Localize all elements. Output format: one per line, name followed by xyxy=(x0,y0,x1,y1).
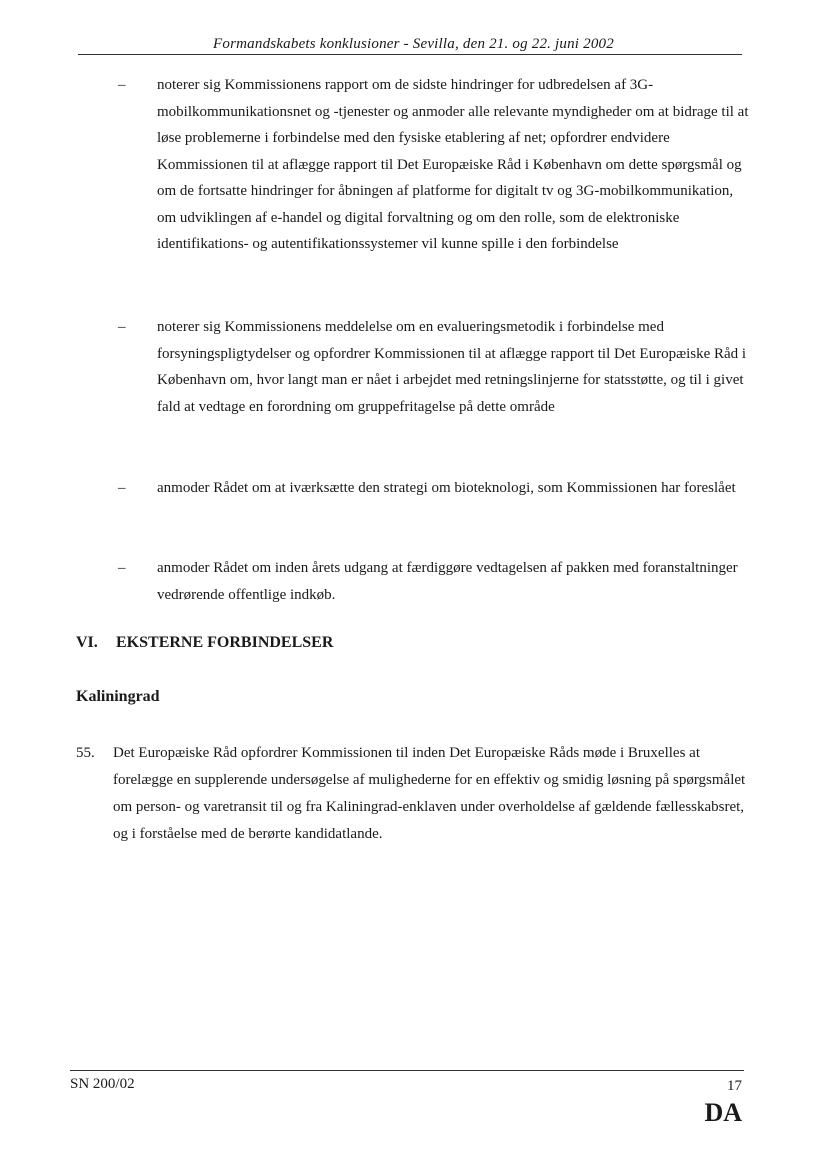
language-code: DA xyxy=(704,1098,742,1127)
bullet-text-3g: noterer sig Kommissionens rapport om de sidste hindringer for udbredelsen af 3G-mobilkommunikationsnet og -tjenester og anmoder alle relevante myndigheder om at bidrage til at løse problemerne i forbindelse med den fysiske etablering af net; opfordrer endvidere Kommissionen til at aflægge rapport til Det Europæiske Råd i København om dette spørgsmål og om de fortsatte hindringer for åbningen af platforme for digitalt tv og 3G-mobilkommunikation, om udviklingen af e-handel og digital forvaltning og om den rolle, som de elektroniske identifikations- og autentifikationssystemer vil kunne spille i den forbindelse xyxy=(157,77,749,252)
paragraph-text: Det Europæiske Råd opfordrer Kommissionen til inden Det Europæiske Råds møde i Bruxelles at forelægge en supplerende undersøgelse af mulighederne for en effektiv og smidig løsning på spørgsmålet om person- og varetransit til og fra Kaliningrad-enklaven under overholdelse af gældende fællesskabsret, og i forståelse med de berørte kandidatlande. xyxy=(113,745,746,842)
bullet-text-procurement: anmoder Rådet om inden årets udgang at færdiggøre vedtagelsen af pakken med foranstaltninger vedrørende offentlige indkøb. xyxy=(157,560,738,603)
header-rule xyxy=(78,54,742,55)
bullet-text-public-services: noterer sig Kommissionens meddelelse om en evalueringsmetodik i forbindelse med forsyningspligtydelser og opfordrer Kommissionen til at aflægge rapport til Det Europæiske Råd i København om, hvor langt man er nået i arbejdet med retningslinjerne for statsstøtte, og til i givet fald at vedtage en forordning om gruppefritagelse på dette område xyxy=(157,319,747,415)
bullet-marker: – xyxy=(118,319,126,335)
running-header: Formandskabets konklusioner - Sevilla, den 21. og 22. juni 2002 xyxy=(213,36,614,52)
section-title: EKSTERNE FORBINDELSER xyxy=(116,634,334,651)
bullet-marker: – xyxy=(118,480,126,496)
subsection-heading: Kaliningrad xyxy=(76,688,160,705)
page-number: 17 xyxy=(727,1078,742,1094)
bullet-text-biotech: anmoder Rådet om at iværksætte den strategi om bioteknologi, som Kommissionen har foreslået xyxy=(157,480,736,496)
section-number: VI. xyxy=(76,634,98,651)
bullet-marker: – xyxy=(118,77,126,93)
bullet-marker: – xyxy=(118,560,126,576)
paragraph-number: 55. xyxy=(76,745,95,761)
document-reference: SN 200/02 xyxy=(70,1076,135,1092)
section-heading xyxy=(76,634,333,652)
footer-rule xyxy=(70,1070,744,1071)
